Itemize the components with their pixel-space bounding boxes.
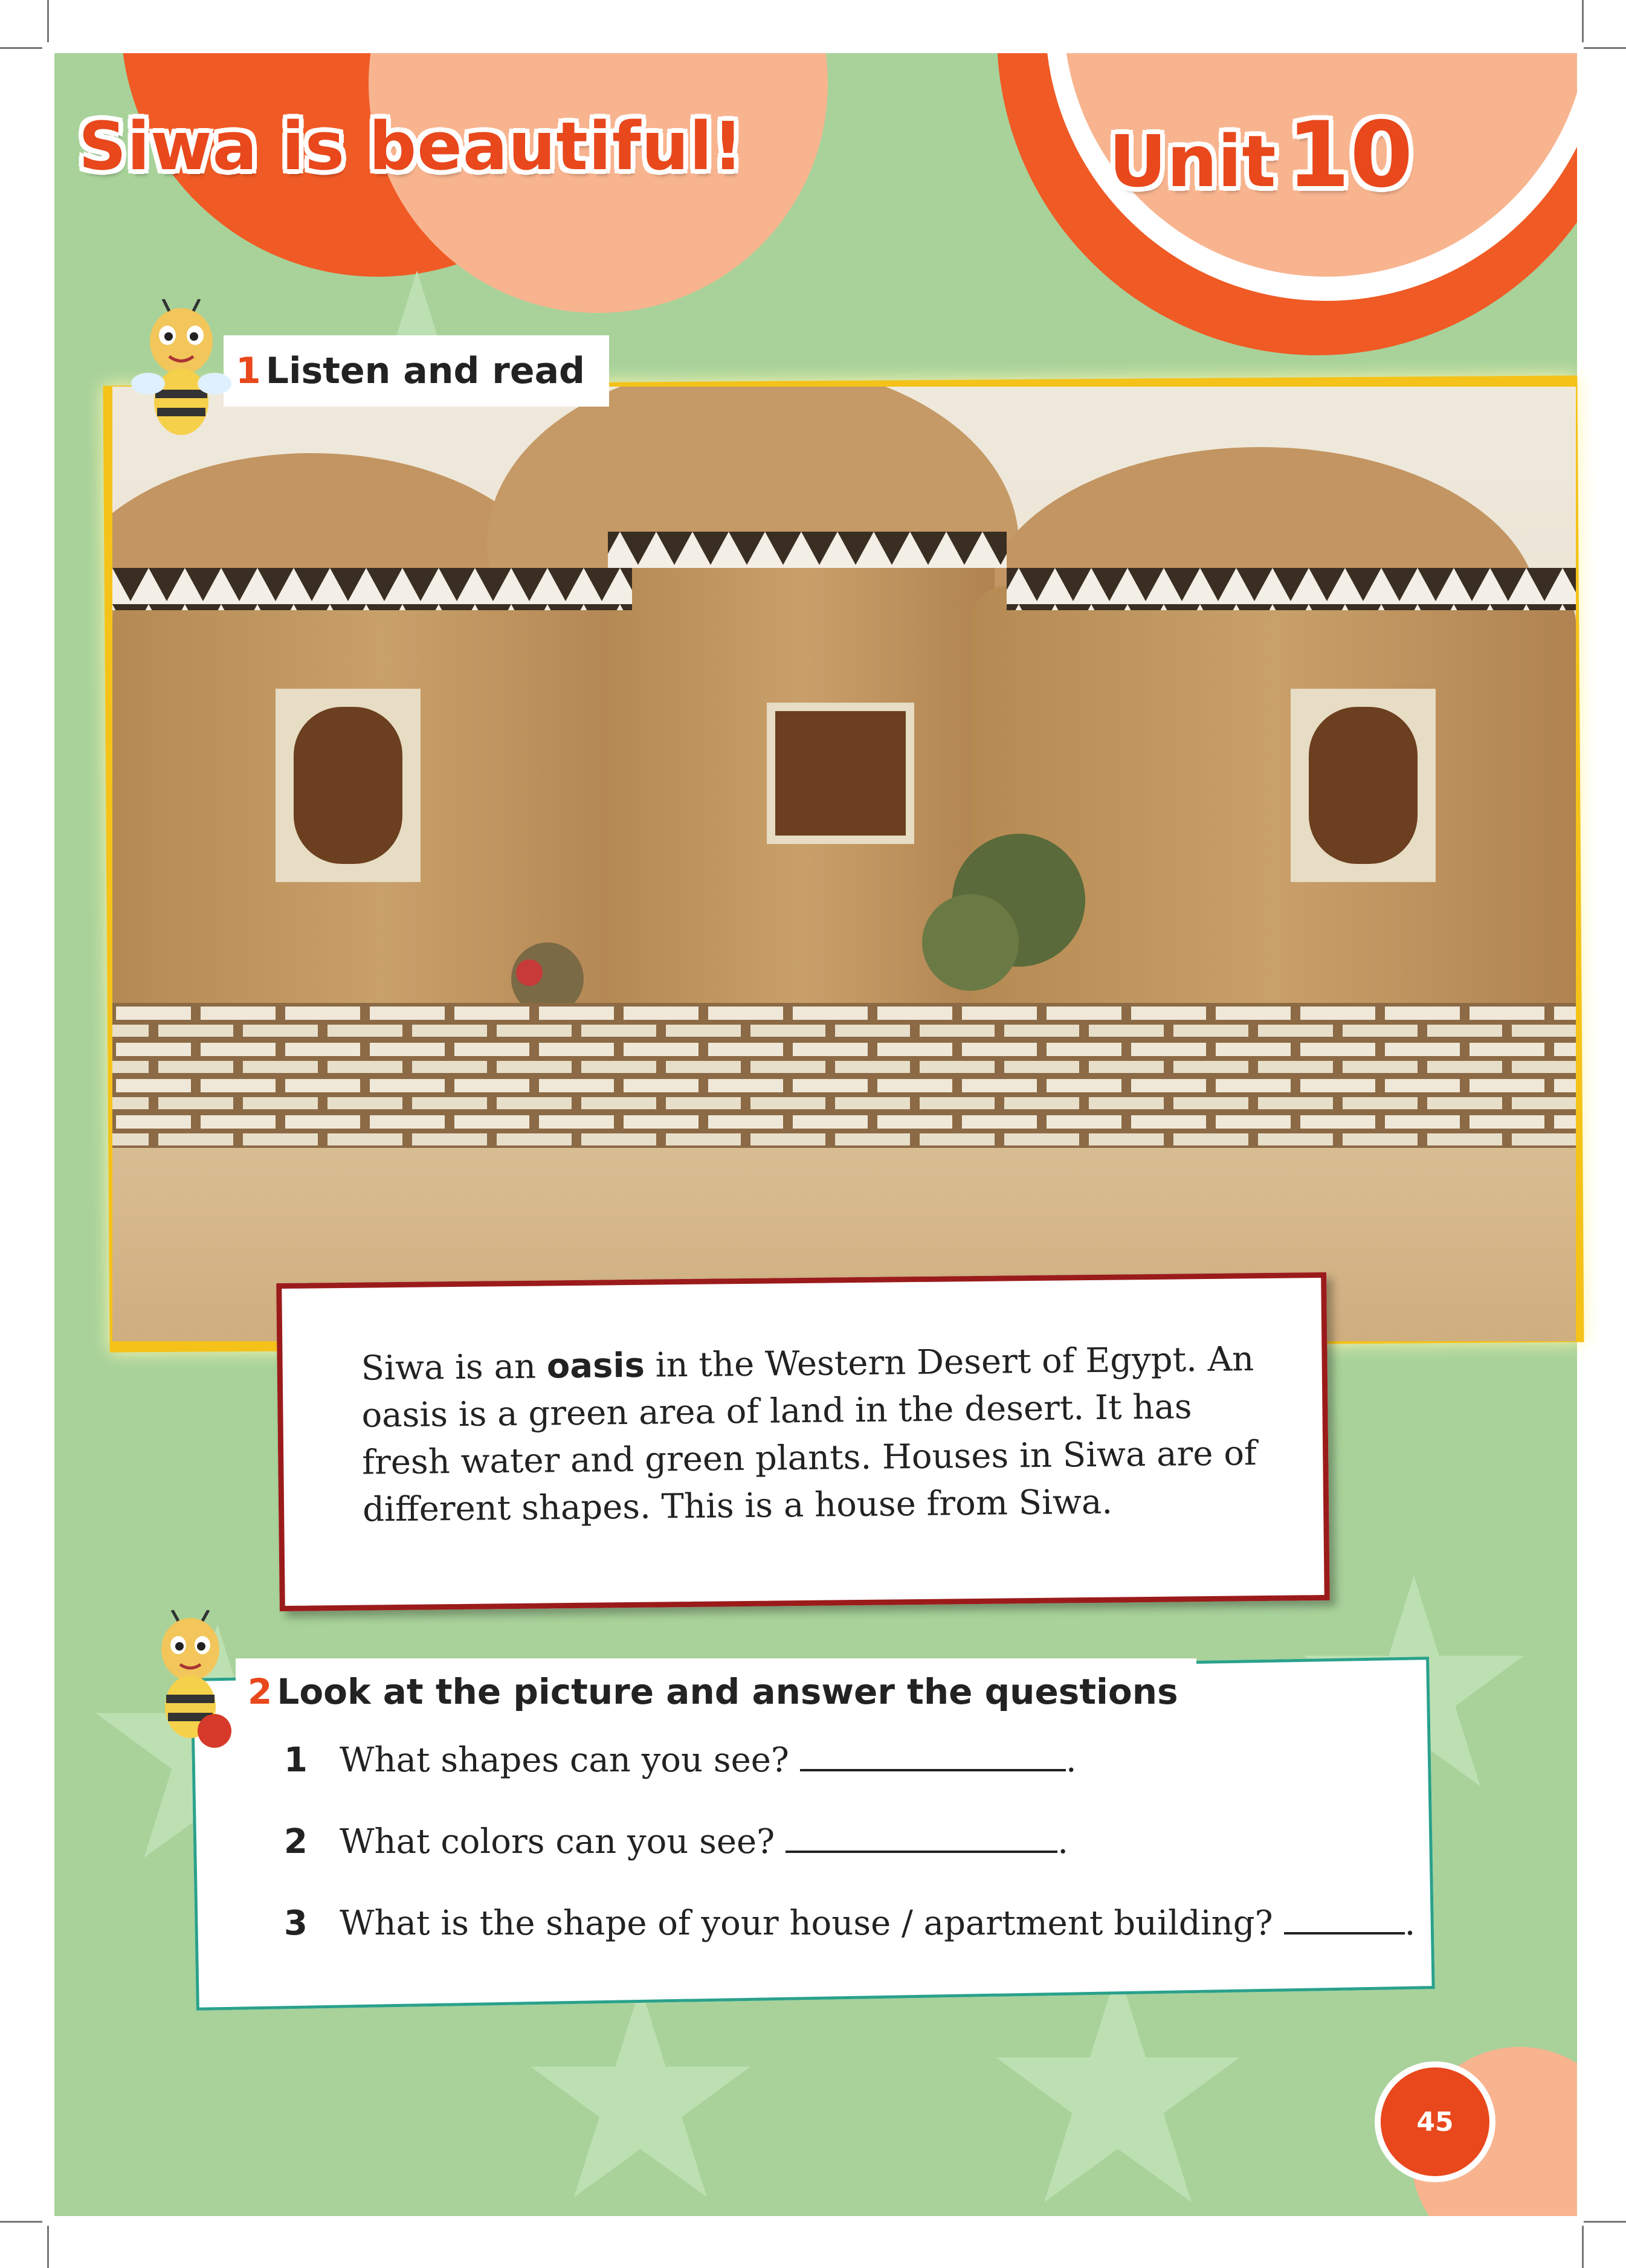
page-number: 45 <box>1375 2061 1495 2182</box>
siwa-house-photo <box>112 387 1576 1341</box>
question-text: What colors can you see? <box>340 1822 775 1861</box>
answer-blank[interactable] <box>800 1740 1066 1771</box>
crop-mark <box>1584 47 1626 49</box>
crop-mark <box>0 2221 42 2223</box>
answer-blank[interactable] <box>1284 1903 1405 1935</box>
question-item <box>284 1822 1068 1861</box>
crop-mark <box>1584 2221 1626 2223</box>
unit-label <box>1109 103 1413 208</box>
exercise-2-heading <box>236 1658 1196 1725</box>
exercise-number: 1 <box>236 350 261 392</box>
crop-mark <box>0 47 42 49</box>
answer-blank[interactable] <box>786 1822 1057 1853</box>
question-item <box>284 1903 1415 1943</box>
question-end: . <box>1065 1741 1077 1780</box>
question-number: 1 <box>284 1741 308 1780</box>
reading-text-start: Siwa is an <box>361 1347 547 1388</box>
reading-text-rest: in the Western Desert of Egypt. An oasis is a green area of land in the desert. It has fresh water and green plants. Houses in Siwa are of different shapes. This is a house from Siwa. <box>361 1339 1257 1530</box>
crop-mark <box>47 0 49 42</box>
exercise-1-heading <box>224 335 609 407</box>
page-title: Siwa is beautiful! <box>79 108 744 185</box>
bee-mascot-icon <box>130 299 233 450</box>
question-number: 3 <box>284 1904 308 1943</box>
star-icon <box>526 1986 755 2204</box>
keyword-oasis: oasis <box>546 1345 645 1387</box>
question-end: . <box>1404 1904 1416 1943</box>
question-text: What shapes can you see? <box>340 1741 789 1780</box>
reading-text-box <box>276 1272 1330 1611</box>
question-item <box>284 1740 1077 1780</box>
star-icon <box>991 1968 1245 2210</box>
exercise-instruction: Look at the picture and answer the questions <box>277 1671 1178 1712</box>
unit-number: 10 <box>1286 103 1413 208</box>
exercise-instruction: Listen and read <box>265 350 586 392</box>
bee-mascot-icon <box>145 1610 236 1755</box>
exercise-number: 2 <box>248 1671 273 1712</box>
question-text: What is the shape of your house / apartment building? <box>340 1904 1273 1943</box>
question-end: . <box>1057 1822 1069 1861</box>
crop-mark <box>1582 2226 1584 2268</box>
crop-mark <box>1582 0 1584 42</box>
reading-paragraph <box>361 1336 1269 1534</box>
unit-word: Unit <box>1109 120 1276 203</box>
question-number: 2 <box>284 1822 308 1861</box>
crop-mark <box>47 2226 49 2268</box>
